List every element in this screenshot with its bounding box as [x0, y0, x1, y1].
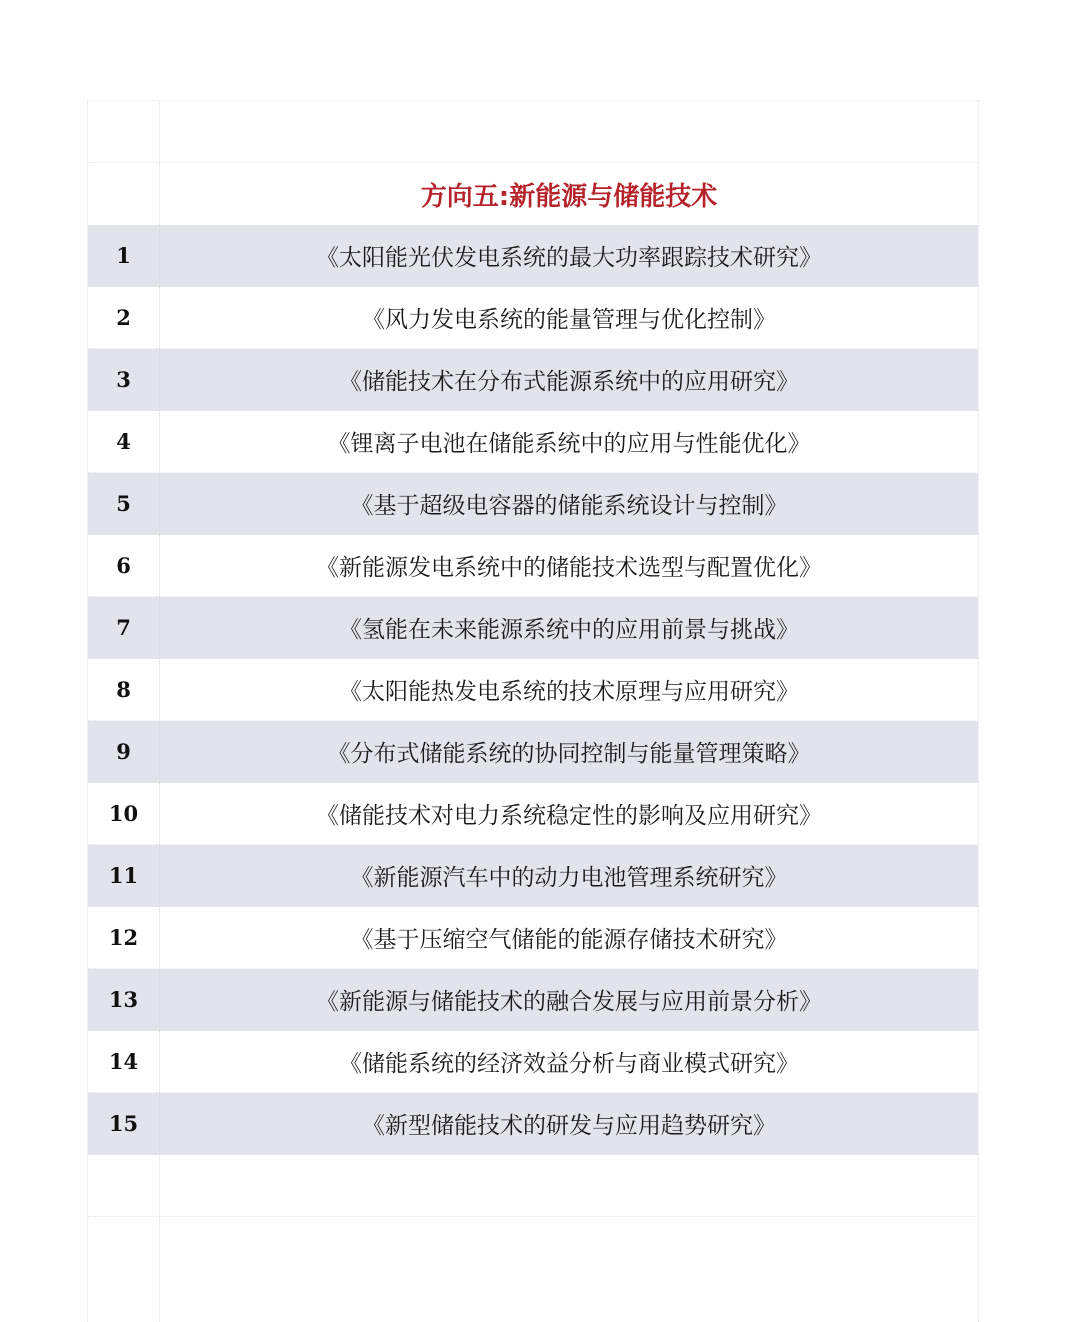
table-row	[88, 721, 978, 783]
topic-title: 《储能技术在分布式能源系统中的应用研究》	[339, 369, 799, 395]
row-number: 1	[88, 225, 160, 286]
table-row	[88, 349, 978, 411]
topic-title: 《太阳能光伏发电系统的最大功率跟踪技术研究》	[316, 245, 822, 271]
row-number: 8	[88, 659, 160, 720]
topic-title: 《新型储能技术的研发与应用趋势研究》	[362, 1113, 776, 1139]
row-number: 6	[88, 535, 160, 596]
topic-title: 《储能系统的经济效益分析与商业模式研究》	[339, 1051, 799, 1077]
topic-title: 《新能源汽车中的动力电池管理系统研究》	[350, 865, 788, 891]
row-number: 13	[88, 969, 160, 1030]
table-row	[88, 225, 978, 287]
blank-row-top	[88, 101, 978, 163]
table-row	[88, 845, 978, 907]
row-number: 4	[88, 411, 160, 472]
row-number: 14	[88, 1031, 160, 1092]
table-row	[88, 287, 978, 349]
row-number: 3	[88, 349, 160, 410]
topic-title: 《太阳能热发电系统的技术原理与应用研究》	[339, 679, 799, 705]
row-number: 7	[88, 597, 160, 658]
table-row	[88, 1031, 978, 1093]
row-number: 5	[88, 473, 160, 534]
table-row	[88, 473, 978, 535]
topic-title: 《新能源发电系统中的储能技术选型与配置优化》	[316, 555, 822, 581]
topic-title: 《储能技术对电力系统稳定性的影响及应用研究》	[316, 803, 822, 829]
row-number: 15	[88, 1093, 160, 1154]
topic-title: 《锂离子电池在储能系统中的应用与性能优化》	[327, 431, 811, 457]
table-row	[88, 411, 978, 473]
section-header-row	[88, 163, 978, 225]
topic-title: 《新能源与储能技术的融合发展与应用前景分析》	[316, 989, 822, 1015]
topic-title: 《氢能在未来能源系统中的应用前景与挑战》	[339, 617, 799, 643]
row-number: 12	[88, 907, 160, 968]
table-row	[88, 969, 978, 1031]
table-row	[88, 659, 978, 721]
row-number: 9	[88, 721, 160, 782]
table-row	[88, 1093, 978, 1155]
table-row	[88, 535, 978, 597]
table-row	[88, 907, 978, 969]
topic-title: 《基于超级电容器的储能系统设计与控制》	[350, 493, 788, 519]
section-title: 方向五:新能源与储能技术	[420, 181, 718, 212]
row-number: 2	[88, 287, 160, 348]
row-number: 10	[88, 783, 160, 844]
row-number: 11	[88, 845, 160, 906]
blank-row-bottom-2	[88, 1217, 978, 1322]
topic-title: 《分布式储能系统的协同控制与能量管理策略》	[327, 741, 811, 767]
table-row	[88, 783, 978, 845]
topic-title: 《风力发电系统的能量管理与优化控制》	[362, 307, 776, 333]
topic-title: 《基于压缩空气储能的能源存储技术研究》	[350, 927, 788, 953]
topic-table	[87, 100, 979, 1322]
table-row	[88, 597, 978, 659]
blank-row-bottom	[88, 1155, 978, 1217]
